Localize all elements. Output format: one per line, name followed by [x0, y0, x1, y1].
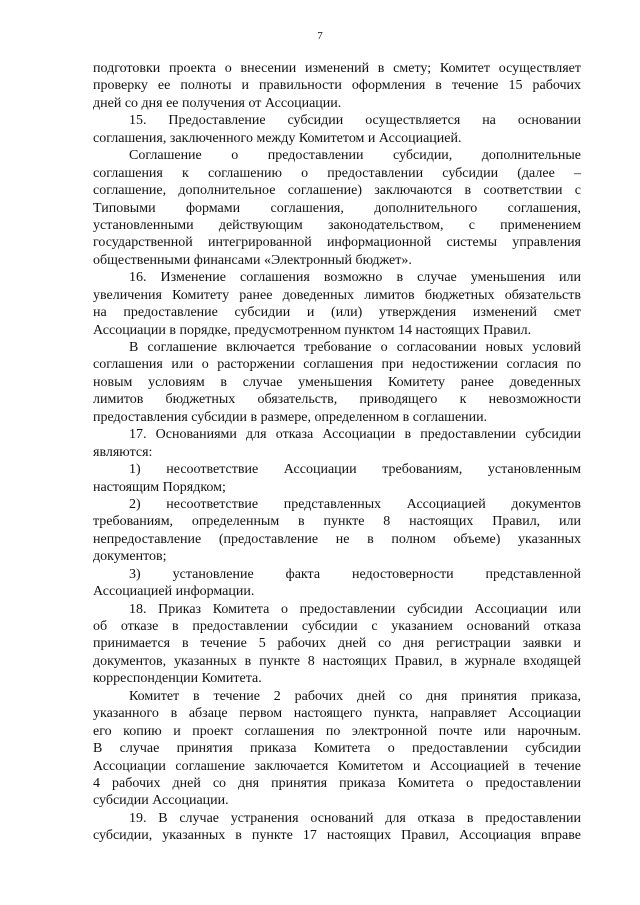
text-line: указанного в абзаце первом настоящего пункта, направляет Ассоциации [93, 706, 581, 722]
text-line: Ассоциацией информации. [93, 584, 255, 600]
text-line: государственной интегрированной информационной системы управления [93, 235, 581, 251]
text-line: 3) установление факта недостоверности представленной [129, 566, 581, 582]
text-line: настоящим Порядком; [93, 479, 226, 495]
text-line: корреспонденции Комитета. [93, 671, 262, 687]
text-line: новым условиям в случае уменьшения Комитету ранее доведенных [93, 374, 581, 390]
text-line: соглашения или о расторжении соглашения при недостижении согласия по [93, 357, 581, 373]
text-line: 15. Предоставление субсидии осуществляется на основании [129, 113, 581, 129]
text-line: 1) несоответствие Ассоциации требованиям, установленным [129, 462, 581, 478]
text-line: являются: [93, 444, 153, 460]
text-line: на предоставление субсидии и (или) утверждения изменений смет [93, 305, 581, 321]
text-line: 18. Приказ Комитета о предоставлении субсидии Ассоциации или [129, 601, 581, 617]
text-line: его копию и проект соглашения по электронной почте или нарочным. [93, 723, 581, 739]
text-line: 4 рабочих дней со дня принятия приказа Комитета о предоставлении [93, 775, 581, 791]
text-line: соглашения к соглашению о предоставлении субсидии (далее – [93, 165, 581, 181]
text-line: непредоставление (предоставление не в полном объеме) указанных [93, 531, 581, 547]
text-line: соглашение, дополнительное соглашение) заключаются в соответствии с [93, 183, 581, 199]
text-line: 17. Основаниями для отказа Ассоциации в предоставлении субсидии [129, 427, 581, 443]
text-line: подготовки проекта о внесении изменений в смету; Комитет осуществляет [93, 61, 581, 76]
text-line: увеличения Комитету ранее доведенных лимитов бюджетных обязательств [93, 287, 581, 303]
text-line: Ассоциации соглашение заключается Комитетом и Ассоциацией в течение [93, 758, 581, 774]
text-line: В соглашение включается требование о согласовании новых условий [129, 340, 581, 355]
text-line: проверку ее полноты и правильности оформления в течение 15 рабочих [93, 78, 581, 94]
document-body [93, 60, 581, 845]
text-line: Комитет в течение 2 рабочих дней со дня принятия приказа, [129, 688, 581, 704]
text-line: об отказе в предоставлении субсидии с указанием оснований отказа [93, 619, 581, 634]
text-line: предоставления субсидии в размере, определенном в соглашении. [93, 409, 488, 425]
text-line: принимается в течение 5 рабочих дней со дня регистрации заявки и [93, 636, 581, 652]
text-line: соглашения, заключенного между Комитетом и Ассоциацией. [93, 130, 462, 146]
text-line: дней со дня ее получения от Ассоциации. [93, 95, 342, 111]
text-line: 2) несоответствие представленных Ассоциацией документов [129, 496, 581, 512]
text-line: Ассоциации в порядке, предусмотренном пунктом 14 настоящих Правил. [93, 322, 532, 338]
text-line: субсидии, указанных в пункте 17 настоящих Правил, Ассоциация вправе [93, 828, 581, 844]
text-line: Типовыми формами соглашения, дополнительного соглашения, [93, 200, 581, 216]
text-line: 19. В случае устранения оснований для отказа в предоставлении [129, 810, 581, 826]
text-line: документов, указанных в пункте 8 настоящих Правил, в журнале входящей [93, 653, 581, 669]
text-line: документов; [93, 549, 167, 565]
text-line: Соглашение о предоставлении субсидии, дополнительные [129, 148, 581, 164]
text-line: 16. Изменение соглашения возможно в случае уменьшения или [129, 270, 581, 286]
text-line: общественными финансами «Электронный бюджет». [93, 252, 412, 268]
page-number: 7 [317, 30, 323, 42]
text-line: требованиям, определенным в пункте 8 настоящих Правил, или [93, 514, 581, 530]
text-line: лимитов бюджетных обязательств, приводящего к невозможности [93, 392, 581, 408]
text-line: субсидии Ассоциации. [93, 793, 229, 809]
text-line: В случае принятия приказа Комитета о предоставлении субсидии [93, 741, 581, 757]
text-line: установленными действующим законодательством, с применением [93, 217, 581, 233]
